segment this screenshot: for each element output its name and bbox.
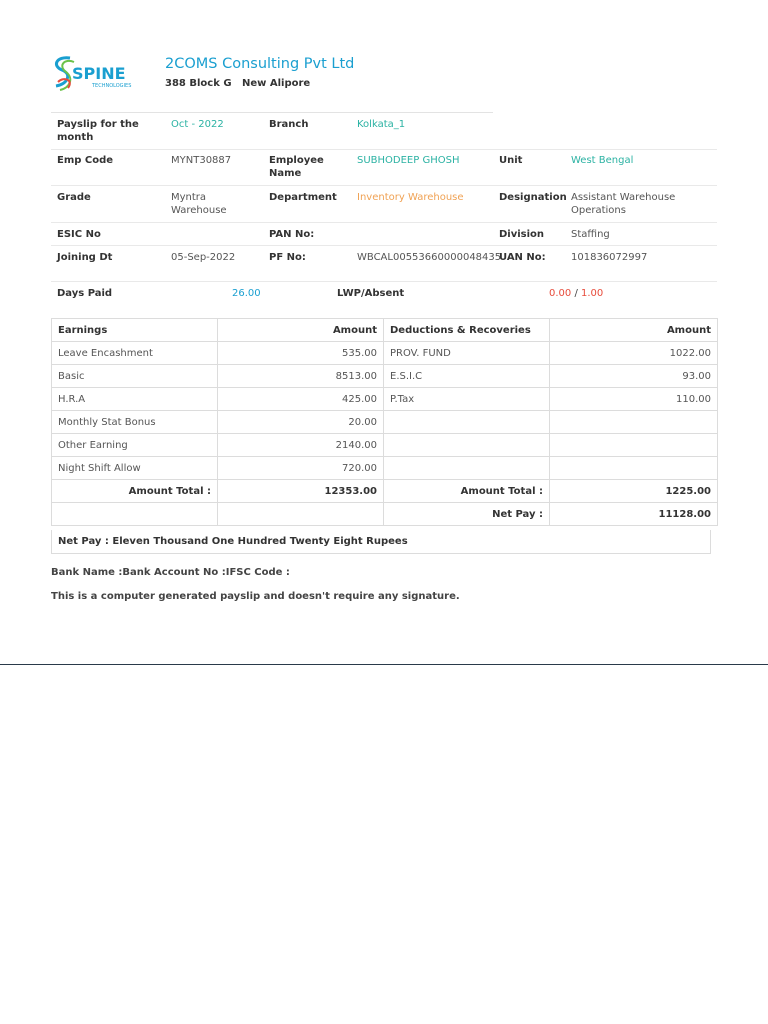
uan-value: 101836072997 xyxy=(571,252,648,263)
deduction-amount: 1022.00 xyxy=(550,342,718,365)
earning-name: Other Earning xyxy=(52,434,218,457)
totals-row xyxy=(52,480,718,503)
deduction-name: P.Tax xyxy=(384,388,550,411)
lwp-separator: / xyxy=(574,288,578,299)
earnings-header: Earnings xyxy=(52,319,218,342)
days-paid-value: 26.00 xyxy=(232,288,261,299)
company-address: 388 Block G New Alipore xyxy=(165,78,311,89)
row-divider xyxy=(51,185,717,186)
pan-label: PAN No: xyxy=(269,229,315,240)
deduction-amount: 110.00 xyxy=(550,388,718,411)
table-row xyxy=(52,388,718,411)
absent-value: 1.00 xyxy=(581,288,604,299)
table-row xyxy=(52,411,718,434)
pf-value: WBCAL00553660000048435 xyxy=(357,252,502,263)
branch-value: Kolkata_1 xyxy=(357,119,406,130)
esic-label: ESIC No xyxy=(57,229,101,240)
lwp-label: LWP/Absent xyxy=(337,288,405,299)
earning-amount: 425.00 xyxy=(218,388,384,411)
grade-label: Grade xyxy=(57,192,91,203)
deduction-name xyxy=(384,434,550,457)
empty-cell xyxy=(218,503,384,526)
pf-label: PF No: xyxy=(269,252,306,263)
net-pay-value: 11128.00 xyxy=(550,503,718,526)
net-pay-label: Net Pay : xyxy=(384,503,550,526)
deduction-amount: 93.00 xyxy=(550,365,718,388)
table-row xyxy=(52,342,718,365)
deduction-name xyxy=(384,411,550,434)
earning-name: Monthly Stat Bonus xyxy=(52,411,218,434)
logo-subtext: TECHNOLOGIES xyxy=(92,83,132,89)
deduction-name xyxy=(384,457,550,480)
earning-amount: 2140.00 xyxy=(218,434,384,457)
grade-value: Myntra Warehouse xyxy=(171,192,227,216)
designation-value: Assistant Warehouse Operations xyxy=(571,192,676,216)
deduction-amount xyxy=(550,457,718,480)
deductions-header: Deductions & Recoveries xyxy=(384,319,550,342)
computer-generated-note: This is a computer generated payslip and doesn't require any signature. xyxy=(51,591,460,602)
division-label: Division xyxy=(499,229,545,240)
branch-label: Branch xyxy=(269,119,309,130)
days-paid-label: Days Paid xyxy=(57,288,113,299)
row-divider xyxy=(51,281,717,282)
earning-amount: 535.00 xyxy=(218,342,384,365)
earning-amount: 20.00 xyxy=(218,411,384,434)
company-logo xyxy=(50,52,145,94)
row-divider xyxy=(51,222,717,223)
department-value: Inventory Warehouse xyxy=(357,192,464,203)
unit-label: Unit xyxy=(499,155,523,166)
deduction-amount xyxy=(550,411,718,434)
table-row xyxy=(52,457,718,480)
joining-label: Joining Dt xyxy=(57,252,113,263)
page-divider xyxy=(0,664,768,665)
header-divider xyxy=(51,112,493,113)
deductions-total-value: 1225.00 xyxy=(550,480,718,503)
deductions-amount-header: Amount xyxy=(550,319,718,342)
joining-value: 05-Sep-2022 xyxy=(171,252,236,263)
payslip-month-label: Payslip for the month xyxy=(57,119,139,143)
bank-details: Bank Name :Bank Account No :IFSC Code : xyxy=(51,567,290,578)
table-header-row xyxy=(52,319,718,342)
earning-name: H.R.A xyxy=(52,388,218,411)
empty-cell xyxy=(52,503,218,526)
division-value: Staffing xyxy=(571,229,610,240)
net-pay-row xyxy=(52,503,718,526)
company-name: 2COMS Consulting Pvt Ltd xyxy=(165,56,355,72)
earning-amount: 720.00 xyxy=(218,457,384,480)
net-pay-in-words: Net Pay : Eleven Thousand One Hundred Twenty Eight Rupees xyxy=(51,530,711,554)
earning-name: Basic xyxy=(52,365,218,388)
earning-name: Night Shift Allow xyxy=(52,457,218,480)
deduction-amount xyxy=(550,434,718,457)
department-label: Department xyxy=(269,192,337,203)
emp-code-label: Emp Code xyxy=(57,155,114,166)
uan-label: UAN No: xyxy=(499,252,546,263)
lwp-value: 0.00 xyxy=(549,288,572,299)
employee-name-label: Employee Name xyxy=(269,155,324,179)
table-row xyxy=(52,365,718,388)
table-row xyxy=(52,434,718,457)
earning-amount: 8513.00 xyxy=(218,365,384,388)
row-divider xyxy=(51,245,717,246)
employee-name-value: SUBHODEEP GHOSH xyxy=(357,155,460,166)
row-divider xyxy=(51,149,717,150)
logo-text: SPINE xyxy=(72,64,126,83)
earnings-amount-header: Amount xyxy=(218,319,384,342)
salary-table xyxy=(51,318,718,526)
designation-label: Designation xyxy=(499,192,567,203)
earnings-total-value: 12353.00 xyxy=(218,480,384,503)
payslip-month-value: Oct - 2022 xyxy=(171,119,224,130)
unit-value: West Bengal xyxy=(571,155,634,166)
earnings-total-label: Amount Total : xyxy=(52,480,218,503)
emp-code-value: MYNT30887 xyxy=(171,155,232,166)
deduction-name: E.S.I.C xyxy=(384,365,550,388)
spine-logo-icon xyxy=(50,52,145,94)
deduction-name: PROV. FUND xyxy=(384,342,550,365)
deductions-total-label: Amount Total : xyxy=(384,480,550,503)
lwp-absent-values xyxy=(549,287,603,300)
earning-name: Leave Encashment xyxy=(52,342,218,365)
